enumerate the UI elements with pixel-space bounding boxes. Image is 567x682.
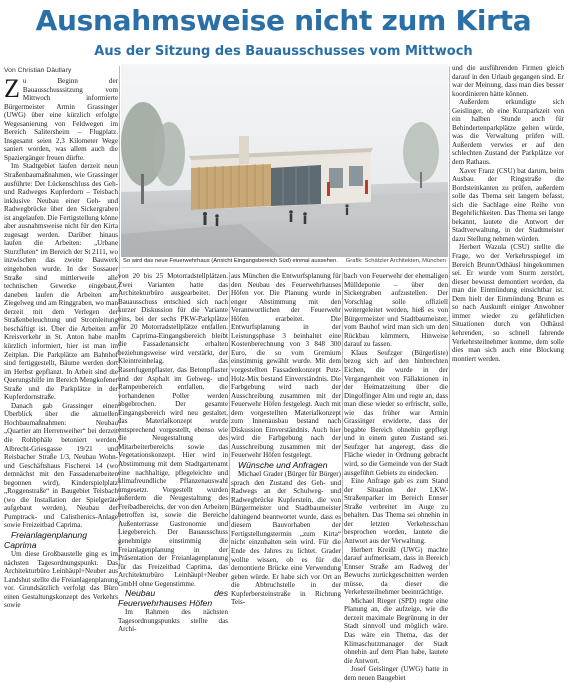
dropcap: Z	[4, 74, 20, 103]
paragraph: Michael Grader (Bürger für Bürger) sprach den Zustand des Geh- und Radwegs an der Schulweg- und Radwegbrücke Kupferstein, die von Bürgermeister und Stadtbaumeister dahingend beantwortet wurde, dass es diesem Bauvorhaben der Fertigstellungstermin „zum Kirta“ nicht einzuhalten sein wird. Für die Ende des Jahres zu lichtet. Grader wollte wissen, ob es für die demontierte Brücke eine Verwendung geben würde. Er habe sich vor Ort an die Abbruchstelle in der Kupferbersteinstraße in Richtung Teis-	[231, 470, 341, 607]
article-headline: Ausnahmsweise nicht zum Kirta	[35, 4, 532, 37]
photo-credit: Grafik: Schätzler Architekten, München	[345, 258, 446, 264]
paragraph: Um diese Großbaustelle ging es im nächsten Tagesordnungspunkt. Das Architekturbüro Leinhäupl+Neuber aus Landshut stellte die Freianlagenplanung vor. Grundsätzlich verfolgt das Büro einen Gestaltungskonzept des Verkehrs sowie	[4, 549, 118, 610]
caption-text: So wird das neue Feuerwehrhaus (Ansicht Eingangsbereich Süd) einmal aussehen.	[123, 258, 338, 264]
caption-divider	[121, 267, 448, 268]
crosshead: Wünsche und Anfragen	[238, 460, 328, 471]
article-subheadline: Aus der Sitzung des Bauausschusses vom Mittwoch	[94, 44, 473, 59]
byline: Von Christian Däullary	[4, 67, 72, 74]
column-rule	[229, 272, 230, 566]
paragraph: Xaver Franz (CSU) bat darum, beim Ausbau der Ringstraße die Bordsteinkanten zu prüfen, außerdem solle das Thema seit langem befasst, sich die Sachlage eine Reihe von Begehrlichkeiten. Das Thema sei lange bekannt, lautete die Antwort der Stadtverwaltung, in der Stadtmeister dazu Stellung nehmen würden.	[452, 166, 564, 243]
column-rule	[342, 272, 343, 566]
column-rule	[449, 66, 450, 566]
paragraph: von 20 bis 25 Motorradstellplätzen. Zwei Varianten hatte das Architekturbüro ausgearbeitet. Der Bauausschuss entschied sich nach kurzer Diskussion für die Variante eins, bei der sechs PKW-Parkplätze für 20 Motorradstellplätze entfallen. Im Caprima-Eingangsbereich bleibt die Fassadenansicht erhalten beziehungsweise wird verstärkt, der Kleintreinbelag, das Rasenfugenpflaster, das Betonpflaster und der Asphalt im Gehweg- und Rampenbereich entfallen, die vorhandenen Poller werden abgebrochen. Der gesamte Eingangsbereich wird neu gestaltet, das Materialkonzept wurde entsprechend vorgestellt, ebenso wie die Neugestaltung des Mitarbeiterbereichs sowie das Vegetationskonzept. Hier wird in Abstimmung mit dem Stadtgartenamt eine nachhaltige, pflegeleichte und klimafreundliche Pflanzenauswahl umgesetzt. Vorgestellt wurden außerdem die Neugestaltung des Freibadbereichs, der von den Arbeiten betroffen ist, sowie die Bereiche Außenterrasse Gastronomie und Liegebereich. Der Bauausschuss genehmigte einstimmig die Freianlagenplanung in der Präsentation der Freianlagenplanung für das Freizeitbad Caprima, das Architekturbüro Leinhäupl+Neuber GmbH ohne Gegenstimme.	[118, 272, 228, 588]
paragraph: Im Rahmen des nächsten Tagesordnungspunkts stellte das Archi-	[118, 608, 228, 634]
crosshead: Freianlagenplanung Caprima	[4, 529, 87, 550]
paragraph: Außerdem erkundigte sich Geislinger, ob eine Kurzparkzeit von ein halben Stunde auch für Behindertenparkplätze gelten würde, was die Verwaltung prüfen will. Außerdem verwies er auf den schlechten Zustand der Parkplätze vor dem Rathaus.	[452, 98, 564, 167]
paragraph: Im Stadtgebiet laufen derzeit neun Straßenbaumaßnahmen, wie Grassinger ausführte: Der Lückenschluss des Geh- und Radweges Kupferdorn – Teisbach inklusive Neubau einer Geh- und Radwegbrücke über den Sickergraben ist angelaufen. Die Fertigstellung könne aber ausnahmsweise nicht für den Kirta zugesagt werden. Darüber hinaus laufen die Arbeiten: „Urbane Sturzfluten“ im Bereich der St 2111, wo inzwischen das zweite Bauwerk eingehoben wurde. In der Sossauer Straße sind mittlerweile alle technischen Gewerke eingebaut, daneben laufen die Arbeiten am Ziegelweg und am Ringgraben, wo man derzeit mit dem Verlegen der Straßenbeleuchtung und Stromleitung beschäftigt ist. Über die Arbeiten am Kreisverkehr in St. Anton habe man kürzlich informiert, hier ist man im Zeitplan. Die Parkplätze am Bahnhof sind fertiggestellt, Bäume werden dort im Herbst gepflanzt. In Arbeit sind die Querungshilfe im Bereich Mengkofener Straße und die Parkplätze in der Kupferdornstraße.	[4, 162, 118, 402]
paragraph: Michael Rieger (SPD) regte eine Planung an, die aufzeige, wie die derzeit maximale Begrünung in der Stadt sinnvoll und möglich wäre. Das wäre ein Thema, das der Klimaschutzmanager der Stadt ohnehin auf dem Plan habe, lautete die Antwort.	[344, 596, 448, 665]
paragraph: Danach gab Grassinger einen Überblick über die aktuellen Hochbaumaßnahmen: Neubau „Quartier am Herrenweiher“ bei derzeit die Rohbphäle betoniert werden, Albrecht-Griesgasse 19/21 und Reisbacher Straße 1/3, Neubau Wohn- und Geschäftshaus Fischerei 14 (wo demnächst mit den Fassadenarbeiten begonnen wird), Kinderspielplatz „Roggenstraße“ in Baugebiet Teisbach (wo die Installation der Spielgeräte aufgebaut werden), Neubau der Pumptrack- und Calisthenics-Anlage sowie Freizeitbad Caprima.	[4, 401, 118, 530]
paragraph: Klaus Seufzger (Bürgerliste) bezog sich auf den hinbrechten Eichen, die wurde in der Vergangenheit von Fällaktionen in der Heimatzeitung über die Dingolfinger Alm und regte an, dass man diese wieder so erfrischt, solle, wie das früher war Armin Grassinger erwiderte, dass der begabte Bereich ohnehin gepflegt und in einem guten Zustand sei. Seufzger hat angeregt, dass die Fläche wieder in Ordnung gebracht wird, so die Gemeinde von der Stadt ausgeführt Gebiets zu eindecken.	[344, 348, 448, 477]
paragraph: aus München die Entwurfsplanung für den Neubau des Feuerwehrhauses Höfen vor. Die Planung wurde in enger Abstimmung mit den Verantwortlichen der Feuerwehr Höfen erarbeitet. Die Entwurfsplanung in der Leistungsphase 3 beinhaltet eine Kostenberechnung von 3 848 300 Euro, die so vom Gremium einstimmig gewählt wurde. Mit dem vorgestellten Fassadenkonzept Putz-Holz-Mix bestand Einverständnis. Die Farbgebung wird nach der Ausschreibung zusammen mit der Feuerwehr Höfen festgelegt. Auch mit dem vorgestellten Materialkonzept zum Innenausbau bestand nach Diskussion Einverständnis. Auch hier wird die Farbgebung nach der Ausschreibung zusammen mit der Feuerwehr Höfen festgelegt.	[231, 272, 341, 460]
paragraph: Eine Anfrage gab es zum Stand der Situation der LKW-Straßenparker im Bereich Ennser Straße verbreitet im Auge zu behalten. Das Thema sei ohnehin in der letzten Verkehrsschau besprochen worden, lautete die Antwort aus der Verwaltung.	[344, 477, 448, 545]
fire-station-rendering-graphic	[121, 64, 448, 257]
paragraph: bach von Feuerwehr der ehemaligen Mülldeponie – über den Sickergraben aufzustellen. Der Vorschlag solle offiziell weitergeleitet werden, hieß es von Bürgermeister und Stadtbaumeister, vom Bauhof wird man sich um den Rückbau kümmern, Hinweise darauf zu fassen.	[344, 272, 448, 349]
column-4	[344, 272, 448, 682]
column-3	[231, 272, 341, 607]
column-2	[118, 272, 228, 634]
lead-paragraph: Zu Beginn der Bauausschusssitzung vom Mittwoch informierte Bürgermeister Armin Grassinger (UWG) über eine kürzlich erfolgte Wegesanierung von Feldwegen im Bereich Salitersheim – Flugplatz. Insgesamt seien 2,3 Kilometer Wege saniert worden, was allem auch die Spaziergänger freuen dürfte.	[4, 74, 118, 162]
paragraph: Herbert Wazula (CSU) stellte die Frage, wo der Verkehrsspiegel im Bereich Brunn/Odhäusl hingekommen sei. Er wurde vom Sturm zerstört, dieser bewusst demontiert worden, da man die Einmündung einsichtbar ist. Dem hielt der Einmündung Brunn es so nach Auskunft einiger Anwohner immer wieder zu gefährlichen Situationen durch von Odhäusl kehrenden, so schnell fahrende Verkehrsteilnehmer komme, dem solle dies man sich auch eine Blockung montiert werden.	[452, 243, 564, 363]
column-1	[4, 74, 118, 610]
architectural-rendering	[121, 64, 448, 257]
paragraph: Josef Geislinger (UWG) hatte in dem neuen Baugebiet	[344, 665, 448, 682]
column-5	[452, 64, 564, 567]
crosshead: Neubau des Feuerwehrhauses Höfen	[118, 588, 228, 609]
paragraph: Herbert Kreißl (UWG) machte darauf aufmerksam, dass in Bereich Ennser Straße am Radweg der Bewuchs zurückgeschnitten werden müsse, da dieser die Verkehrsteilnehmer beeinträchtige.	[344, 545, 448, 597]
paragraph: und die ausführenden Firmen gleich darauf in den Urlaub gegangen sind. Er war der Meinung, dass man dies besser koordinieren hätte können.	[452, 64, 564, 98]
